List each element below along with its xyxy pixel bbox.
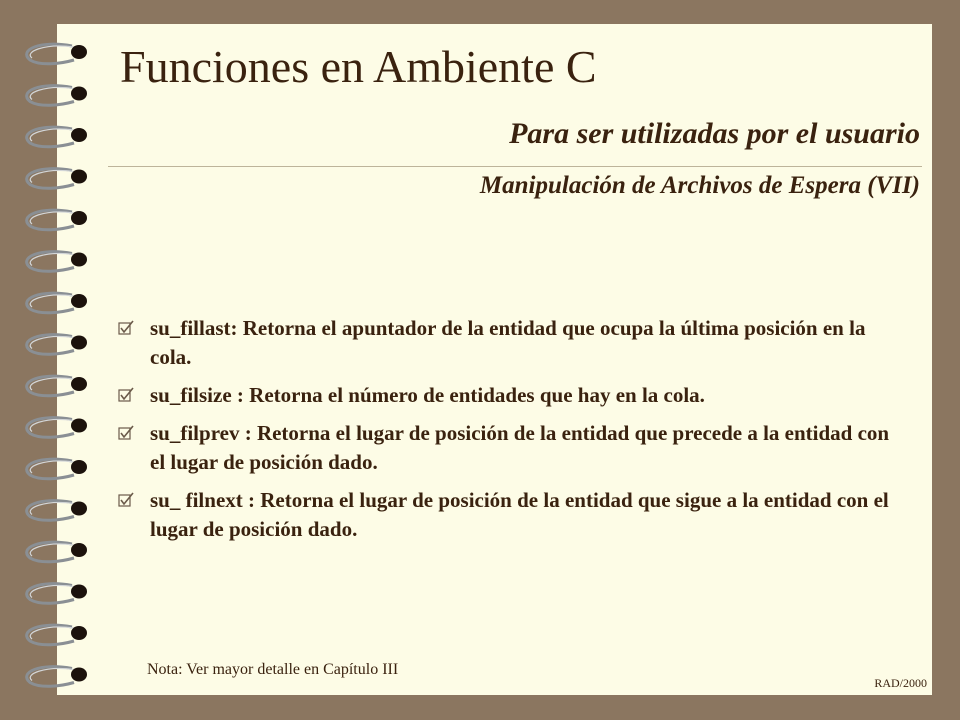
bullet-item (115, 381, 905, 410)
bullet-item (115, 419, 905, 477)
bullet-text: su_ filnext : Retorna el lugar de posición de la entidad que sigue a la entidad con el lugar de posición dado. (150, 488, 889, 541)
binding-ring (27, 625, 87, 645)
footnote: Nota: Ver mayor detalle en Capítulo III (147, 661, 399, 678)
slide-subtitle: Para ser utilizadas por el usuario (509, 117, 920, 150)
binding-ring (27, 127, 87, 147)
bullet-text: su_fillast: Retorna el apuntador de la entidad que ocupa la última posición en la cola. (150, 316, 866, 369)
spiral-binding (0, 0, 110, 720)
binding-ring (27, 252, 87, 272)
binding-ring (27, 667, 87, 687)
binding-ring (27, 459, 87, 479)
header-divider (108, 166, 922, 167)
binding-ring (27, 542, 87, 562)
binding-ring (27, 210, 87, 230)
bullet-item (115, 486, 905, 544)
footer-label: RAD/2000 (874, 676, 927, 690)
check-box-icon (118, 320, 136, 338)
bullet-text: su_filprev : Retorna el lugar de posición de la entidad que precede a la entidad con el lugar de posición dado. (150, 421, 890, 474)
binding-ring (27, 584, 87, 604)
binding-ring (27, 335, 87, 355)
bullet-text: su_filsize : Retorna el número de entidades que hay en la cola. (150, 383, 705, 407)
bullet-list (115, 314, 905, 553)
check-box-icon (118, 387, 136, 405)
binding-ring (27, 501, 87, 521)
binding-ring (27, 418, 87, 438)
binding-ring (27, 86, 87, 106)
bullet-item (115, 314, 905, 372)
binding-ring (27, 169, 87, 189)
binding-ring (27, 293, 87, 313)
binding-ring (27, 44, 87, 64)
binding-ring (27, 376, 87, 396)
slide-title: Funciones en Ambiente C (120, 41, 597, 92)
check-box-icon (118, 425, 136, 443)
check-box-icon (118, 492, 136, 510)
section-heading: Manipulación de Archivos de Espera (VII) (479, 172, 920, 199)
